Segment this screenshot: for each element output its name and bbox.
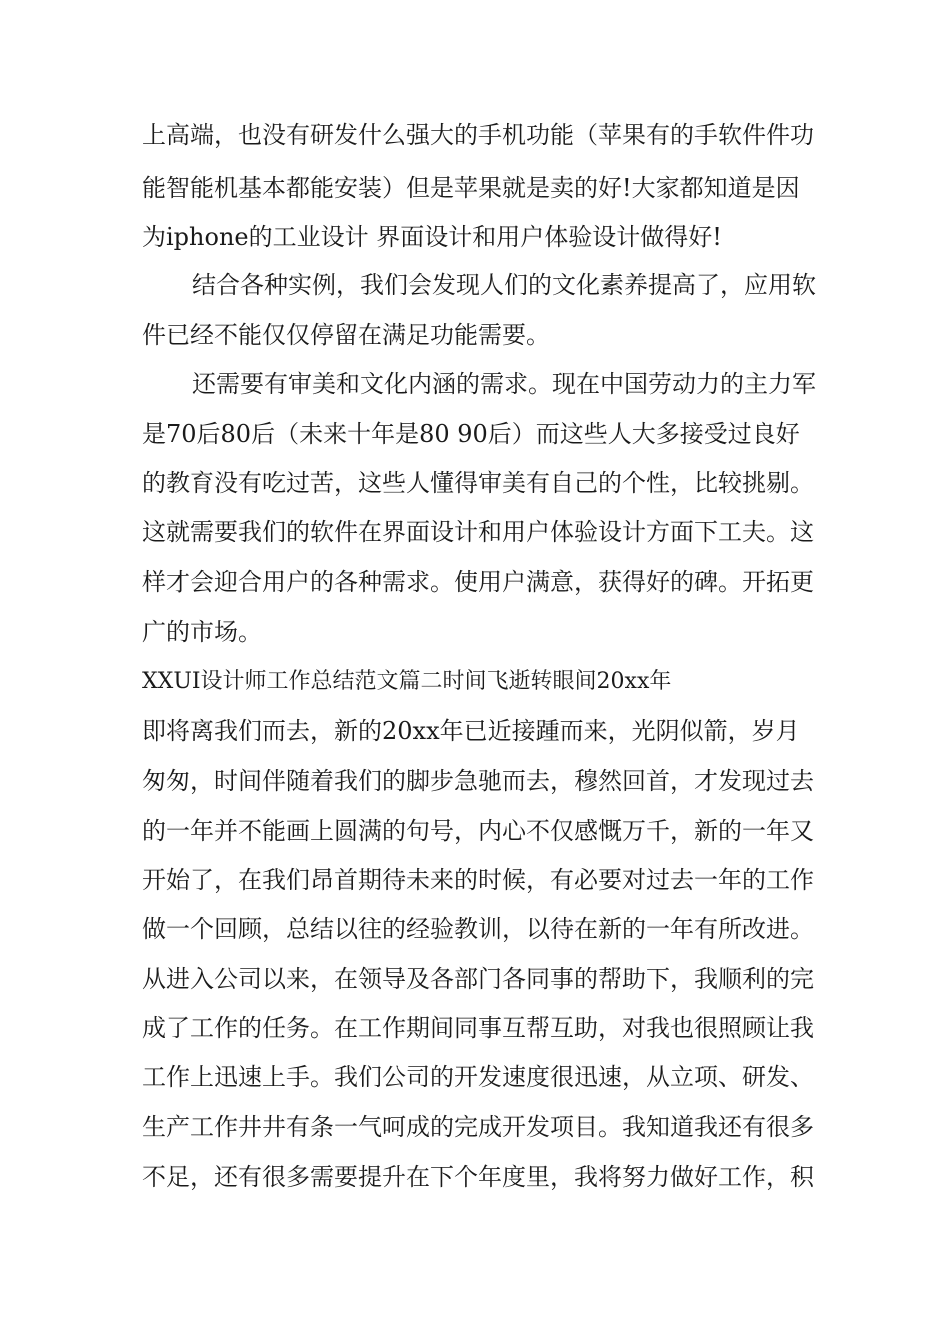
text-line: 为iphone的工业设计 界面设计和用户体验设计做得好! <box>142 223 722 251</box>
text-line: 即将离我们而去，新的20xx年已近接踵而来，光阴似箭，岁月 <box>142 717 800 745</box>
text-line: 成了工作的任务。在工作期间同事互帮互助，对我也很照顾让我 <box>142 1014 814 1042</box>
text-line: 是70后80后（未来十年是80 90后）而这些人大多接受过良好 <box>142 420 800 448</box>
text-line: 能智能机基本都能安装）但是苹果就是卖的好!大家都知道是因 <box>142 174 800 202</box>
text-line: 做一个回顾，总结以往的经验教训，以待在新的一年有所改进。 <box>142 915 814 943</box>
section-heading: XXUI设计师工作总结范文篇二时间飞逝转眼间20xx年 <box>142 669 672 694</box>
text-line: 件已经不能仅仅停留在满足功能需要。 <box>142 321 550 349</box>
text-line: 样才会迎合用户的各种需求。使用户满意，获得好的碑。开拓更 <box>142 568 814 596</box>
text-line: 还需要有审美和文化内涵的需求。现在中国劳动力的主力军 <box>192 370 816 398</box>
text-line: 从进入公司以来，在领导及各部门各同事的帮助下，我顺利的完 <box>142 965 814 993</box>
text-line: 广的市场。 <box>142 618 262 646</box>
text-line: 上高端，也没有研发什么强大的手机功能（苹果有的手软件件功 <box>142 121 814 149</box>
text-line: 工作上迅速上手。我们公司的开发速度很迅速，从立项、研发、 <box>142 1063 814 1091</box>
text-line: 这就需要我们的软件在界面设计和用户体验设计方面下工夫。这 <box>142 518 814 546</box>
text-line: 开始了，在我们昂首期待未来的时候，有必要对过去一年的工作 <box>142 866 814 894</box>
text-line: 匆匆，时间伴随着我们的脚步急驰而去，穆然回首，才发现过去 <box>142 767 814 795</box>
text-line: 的一年并不能画上圆满的句号，内心不仅感慨万千，新的一年又 <box>142 817 814 845</box>
text-line: 不足，还有很多需要提升在下个年度里，我将努力做好工作，积 <box>142 1163 814 1191</box>
text-line: 的教育没有吃过苦，这些人懂得审美有自己的个性，比较挑剔。 <box>142 469 814 497</box>
text-line: 生产工作井井有条一气呵成的完成开发项目。我知道我还有很多 <box>142 1113 814 1141</box>
text-line: 结合各种实例，我们会发现人们的文化素养提高了，应用软 <box>192 271 816 299</box>
